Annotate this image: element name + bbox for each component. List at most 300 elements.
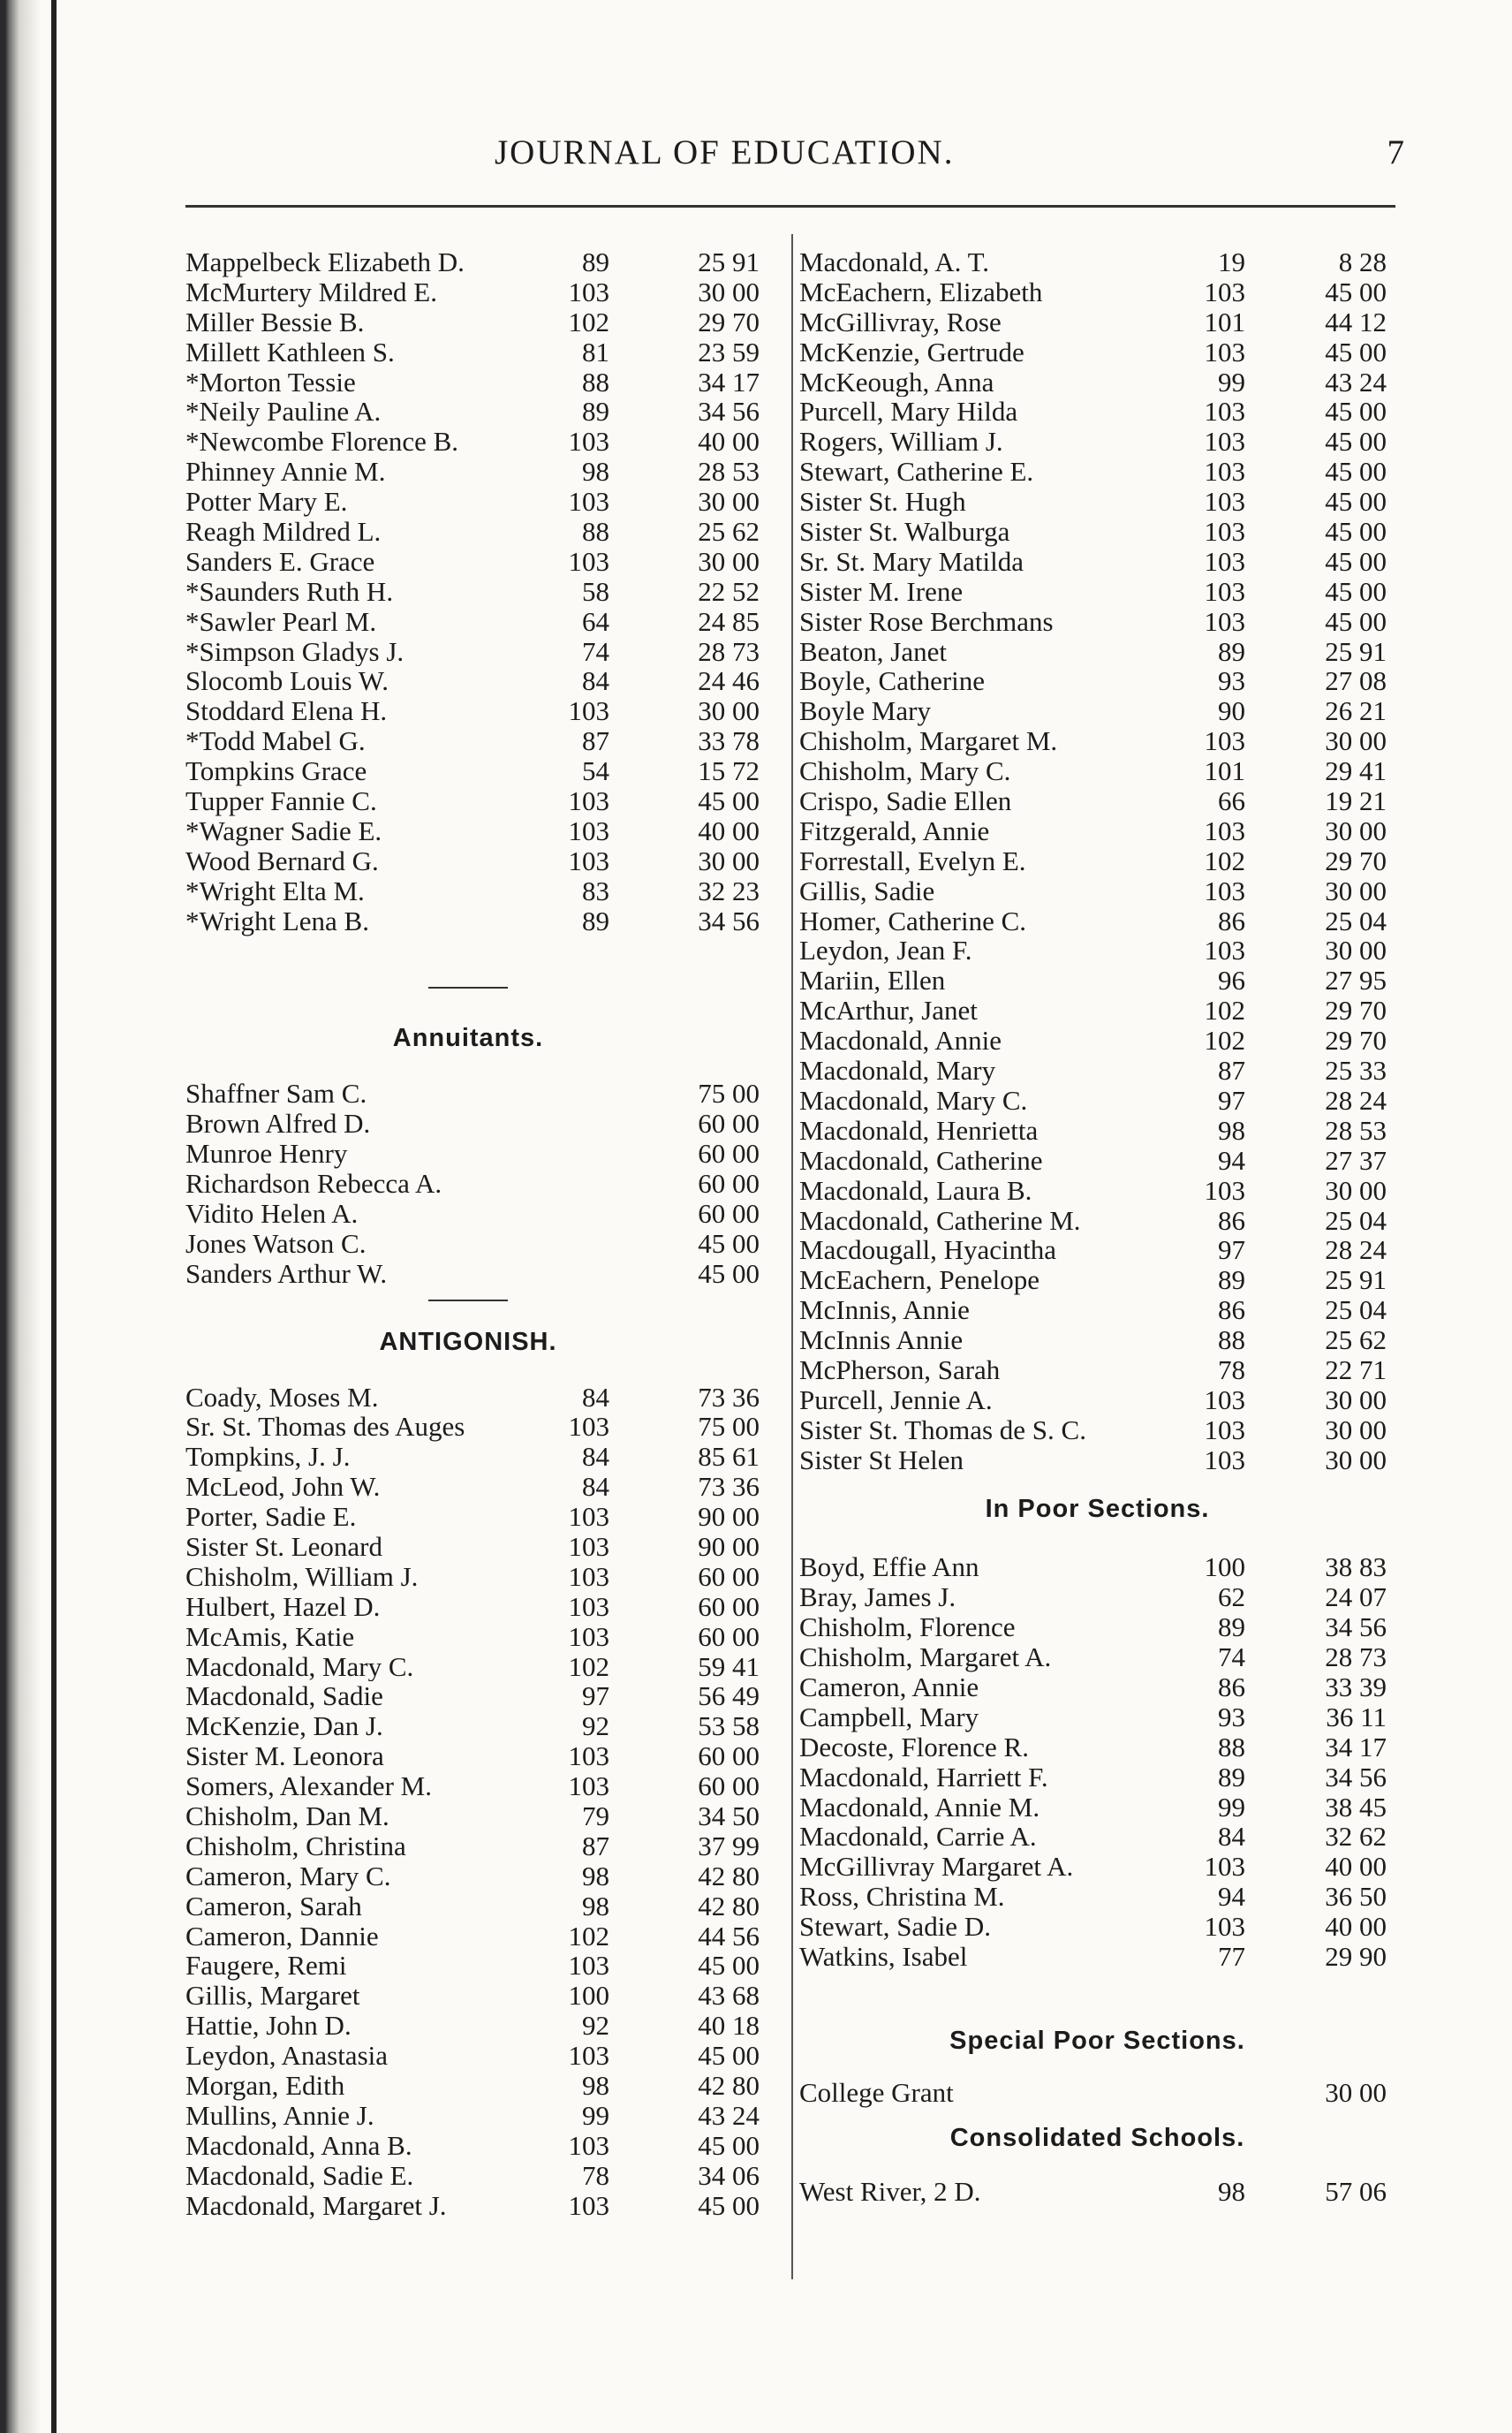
grant-amount: 45 00 xyxy=(698,1257,760,1289)
grant-amount: 29 41 xyxy=(1325,755,1387,787)
days-taught: 99 xyxy=(1218,366,1245,398)
days-taught: 78 xyxy=(1218,1353,1245,1385)
days-taught: 88 xyxy=(1218,1324,1245,1356)
left-column xyxy=(185,247,768,2220)
table-row xyxy=(185,247,768,277)
days-taught: 97 xyxy=(1218,1234,1245,1266)
grant-amount: 53 58 xyxy=(698,1710,760,1742)
days-taught: 64 xyxy=(582,605,609,637)
days-taught: 87 xyxy=(1218,1055,1245,1087)
grant-amount: 45 00 xyxy=(1325,336,1387,368)
grant-amount: 75 00 xyxy=(698,1411,760,1443)
teacher-name: Cameron, Mary C. xyxy=(185,1861,391,1891)
days-taught: 86 xyxy=(1218,905,1245,936)
teacher-name: Forrestall, Evelyn E. xyxy=(799,845,1026,876)
teacher-name: *Wright Lena B. xyxy=(185,906,369,936)
table-row xyxy=(799,786,1395,816)
days-taught: 103 xyxy=(568,845,609,876)
teacher-name: Rogers, William J. xyxy=(799,427,1003,458)
table-row xyxy=(185,1861,768,1891)
days-taught: 88 xyxy=(1218,1731,1245,1762)
teacher-name: Munroe Henry xyxy=(185,1139,348,1170)
teacher-name: Shaffner Sam C. xyxy=(185,1079,367,1110)
table-row xyxy=(799,427,1395,457)
days-taught: 88 xyxy=(582,366,609,398)
table-row xyxy=(799,1882,1395,1912)
table-row xyxy=(799,397,1395,427)
days-taught: 103 xyxy=(1204,336,1245,368)
days-taught: 103 xyxy=(568,1530,609,1562)
grant-amount: 30 00 xyxy=(1325,725,1387,757)
table-row xyxy=(185,726,768,756)
table-row xyxy=(185,517,768,547)
table-row xyxy=(799,1146,1395,1176)
grant-amount: 45 00 xyxy=(1325,276,1387,307)
table-row xyxy=(799,368,1395,398)
days-taught: 98 xyxy=(1218,2175,1245,2207)
grant-amount: 25 04 xyxy=(1325,905,1387,936)
teacher-name: Macdonald, Mary xyxy=(799,1056,996,1086)
table-row xyxy=(185,2191,768,2221)
spacer xyxy=(799,1524,1395,1552)
days-taught: 103 xyxy=(1204,1414,1245,1445)
grant-amount: 73 36 xyxy=(698,1381,760,1413)
teacher-name: Tupper Fannie C. xyxy=(185,786,377,816)
grant-amount: 57 06 xyxy=(1325,2175,1387,2207)
days-taught: 84 xyxy=(582,1441,609,1473)
teacher-name: Tompkins Grace xyxy=(185,756,367,787)
table-row xyxy=(185,696,768,726)
days-taught: 100 xyxy=(1204,1551,1245,1583)
grant-amount: 34 17 xyxy=(698,366,760,398)
grant-amount: 30 00 xyxy=(698,486,760,518)
teacher-name: Macdonald, Henrietta xyxy=(799,1115,1039,1146)
table-row xyxy=(799,756,1395,786)
teacher-name: *Wagner Sadie E. xyxy=(185,815,382,846)
table-row xyxy=(799,1385,1395,1415)
teacher-name: Sister St. Walburga xyxy=(799,517,1010,547)
teacher-name: Watkins, Isabel xyxy=(799,1942,968,1972)
teacher-name: Wood Bernard G. xyxy=(185,845,379,876)
table-row xyxy=(185,1741,768,1771)
days-taught: 86 xyxy=(1218,1671,1245,1702)
days-taught: 102 xyxy=(568,1650,609,1682)
days-taught: 98 xyxy=(582,1890,609,1921)
teacher-name: Chisholm, Mary C. xyxy=(799,756,1011,787)
teacher-name: McPherson, Sarah xyxy=(799,1354,1001,1385)
teacher-name: Morgan, Edith xyxy=(185,2071,345,2101)
table-row xyxy=(799,1235,1395,1265)
spacer xyxy=(799,2108,1395,2124)
grant-amount: 42 80 xyxy=(698,2070,760,2102)
days-taught: 89 xyxy=(1218,1761,1245,1793)
grant-amount: 45 00 xyxy=(698,2129,760,2161)
grant-amount: 22 71 xyxy=(1325,1353,1387,1385)
teacher-name: *Sawler Pearl M. xyxy=(185,606,377,637)
grant-amount: 36 11 xyxy=(1326,1701,1387,1732)
grant-amount: 34 56 xyxy=(1325,1611,1387,1643)
grant-amount: 25 04 xyxy=(1325,1204,1387,1236)
days-taught: 102 xyxy=(568,306,609,337)
table-row xyxy=(799,1702,1395,1732)
grant-amount: 24 46 xyxy=(698,665,760,697)
grant-amount: 24 85 xyxy=(698,605,760,637)
teacher-name: Chisholm, William J. xyxy=(185,1561,419,1592)
grant-amount: 30 00 xyxy=(1325,1383,1387,1415)
table-row xyxy=(799,666,1395,696)
teacher-name: Macdonald, Carrie A. xyxy=(799,1822,1037,1853)
teacher-name: Sanders E. Grace xyxy=(185,546,375,577)
table-row xyxy=(799,876,1395,906)
table-row xyxy=(185,457,768,487)
grant-amount: 34 56 xyxy=(1325,1761,1387,1793)
grant-amount: 28 53 xyxy=(698,456,760,488)
grant-amount: 38 83 xyxy=(1325,1551,1387,1583)
days-taught: 93 xyxy=(1218,1701,1245,1732)
table-row xyxy=(799,577,1395,607)
teacher-name: Macdonald, Anna B. xyxy=(185,2130,412,2161)
table-row xyxy=(185,337,768,368)
teacher-name: Sister M. Leonora xyxy=(185,1741,384,1772)
grant-amount: 25 04 xyxy=(1325,1294,1387,1326)
table-row xyxy=(799,966,1395,996)
grant-amount: 45 00 xyxy=(698,2189,760,2221)
teacher-name: *Neily Pauline A. xyxy=(185,397,382,428)
teacher-name: West River, 2 D. xyxy=(799,2176,981,2207)
grant-amount: 25 33 xyxy=(1325,1055,1387,1087)
table-row xyxy=(185,2071,768,2101)
annuitants-list xyxy=(185,1079,768,1288)
teacher-name: Chisholm, Christina xyxy=(185,1830,406,1861)
grant-amount: 45 00 xyxy=(698,1227,760,1259)
grant-amount: 43 68 xyxy=(698,1980,760,2012)
grant-amount: 60 00 xyxy=(698,1620,760,1652)
table-row xyxy=(799,1265,1395,1295)
table-row xyxy=(799,1793,1395,1823)
table-row xyxy=(185,1139,768,1169)
days-taught: 84 xyxy=(582,1381,609,1413)
teacher-name: Jones Watson C. xyxy=(185,1228,367,1259)
days-taught: 54 xyxy=(582,755,609,787)
table-row xyxy=(799,1612,1395,1642)
teacher-name: Purcell, Mary Hilda xyxy=(799,397,1018,428)
grant-amount: 45 00 xyxy=(1325,426,1387,458)
days-taught: 103 xyxy=(568,1740,609,1772)
teacher-name: Macdonald, Margaret J. xyxy=(185,2190,447,2221)
poor-sections-heading: In Poor Sections. xyxy=(985,1494,1210,1523)
grant-amount: 40 00 xyxy=(1325,1911,1387,1943)
grant-amount: 25 91 xyxy=(1325,635,1387,667)
days-taught: 98 xyxy=(582,456,609,488)
teacher-name: Potter Mary E. xyxy=(185,487,348,518)
grant-amount: 90 00 xyxy=(698,1530,760,1562)
days-taught: 103 xyxy=(568,2129,609,2161)
grant-amount: 26 21 xyxy=(1325,695,1387,727)
teacher-name: Phinney Annie M. xyxy=(185,457,386,488)
teacher-name: McAmis, Katie xyxy=(185,1621,355,1652)
grant-amount: 42 80 xyxy=(698,1860,760,1891)
table-row xyxy=(799,726,1395,756)
table-row xyxy=(185,2161,768,2191)
teacher-name: Leydon, Anastasia xyxy=(185,2041,389,2072)
teacher-name: McEachern, Elizabeth xyxy=(799,277,1043,307)
table-row xyxy=(185,1383,768,1413)
grant-amount: 40 00 xyxy=(1325,1851,1387,1883)
days-taught: 98 xyxy=(1218,1114,1245,1146)
grant-amount: 40 00 xyxy=(698,426,760,458)
table-row xyxy=(799,1912,1395,1942)
table-row xyxy=(185,1592,768,1622)
table-row xyxy=(799,457,1395,487)
days-taught: 19 xyxy=(1218,246,1245,277)
grant-amount: 22 52 xyxy=(698,575,760,607)
grant-amount: 45 00 xyxy=(1325,575,1387,607)
spacer xyxy=(185,1358,768,1383)
grant-amount: 60 00 xyxy=(698,1560,760,1592)
grant-amount: 36 50 xyxy=(1325,1881,1387,1913)
days-taught: 99 xyxy=(582,2099,609,2131)
spacer xyxy=(185,1301,768,1328)
days-taught: 83 xyxy=(582,875,609,906)
days-taught: 98 xyxy=(582,1860,609,1891)
grant-amount: 29 70 xyxy=(1325,1025,1387,1057)
teacher-name: Macdonald, Mary C. xyxy=(185,1651,414,1682)
table-row xyxy=(185,666,768,696)
days-taught: 94 xyxy=(1218,1881,1245,1913)
teacher-name: Richardson Rebecca A. xyxy=(185,1169,442,1199)
days-taught: 103 xyxy=(1204,1174,1245,1206)
grant-amount: 34 56 xyxy=(698,905,760,936)
days-taught: 103 xyxy=(568,1770,609,1802)
table-row xyxy=(185,1472,768,1502)
table-row xyxy=(799,307,1395,337)
grant-amount: 75 00 xyxy=(698,1078,760,1110)
days-taught: 103 xyxy=(568,486,609,518)
teacher-name: Macdonald, Laura B. xyxy=(799,1175,1032,1206)
days-taught: 103 xyxy=(1204,276,1245,307)
table-row xyxy=(185,1921,768,1952)
days-taught: 94 xyxy=(1218,1144,1245,1176)
teacher-name: Mullins, Annie J. xyxy=(185,2100,374,2131)
grant-amount: 90 00 xyxy=(698,1501,760,1533)
grant-amount: 8 28 xyxy=(1338,246,1387,277)
teacher-name: *Wright Elta M. xyxy=(185,875,365,906)
days-taught: 103 xyxy=(1204,725,1245,757)
grant-amount: 45 00 xyxy=(1325,486,1387,518)
table-row xyxy=(185,1622,768,1652)
grant-amount: 25 62 xyxy=(698,516,760,548)
table-row xyxy=(185,1831,768,1861)
column-divider xyxy=(791,234,793,2279)
teacher-name: Cameron, Dannie xyxy=(185,1921,379,1952)
page-number: 7 xyxy=(1387,133,1406,171)
teacher-name: Macdonald, A. T. xyxy=(799,247,989,277)
teacher-name: Miller Bessie B. xyxy=(185,307,365,337)
days-taught: 103 xyxy=(568,785,609,817)
teacher-name: Slocomb Louis W. xyxy=(185,666,389,697)
days-taught: 62 xyxy=(1218,1581,1245,1613)
days-taught: 84 xyxy=(582,1471,609,1503)
days-taught: 103 xyxy=(1204,1851,1245,1883)
table-row xyxy=(799,1176,1395,1206)
teacher-name: Cameron, Sarah xyxy=(185,1891,362,1921)
teacher-name: Chisholm, Margaret M. xyxy=(799,726,1058,757)
grant-amount: 45 00 xyxy=(1325,545,1387,577)
grant-amount: 56 49 xyxy=(698,1680,760,1712)
days-taught: 103 xyxy=(568,815,609,846)
days-taught: 103 xyxy=(568,276,609,307)
grant-amount: 28 24 xyxy=(1325,1084,1387,1116)
grant-amount: 29 90 xyxy=(1325,1941,1387,1972)
teacher-name: Boyd, Effie Ann xyxy=(799,1552,979,1583)
table-row xyxy=(185,876,768,906)
grant-amount: 25 91 xyxy=(698,246,760,277)
table-row xyxy=(185,397,768,427)
grant-amount: 30 00 xyxy=(1325,875,1387,906)
table-row xyxy=(799,906,1395,936)
table-row xyxy=(799,1642,1395,1672)
teacher-name: Stoddard Elena H. xyxy=(185,696,388,727)
teacher-name: Cameron, Annie xyxy=(799,1671,979,1702)
grant-amount: 60 00 xyxy=(698,1590,760,1622)
teacher-name: Chisholm, Florence xyxy=(799,1612,1016,1643)
teacher-name: Porter, Sadie E. xyxy=(185,1502,357,1532)
teacher-name: *Todd Mabel G. xyxy=(185,726,366,757)
grant-amount: 45 00 xyxy=(698,2040,760,2072)
grant-amount: 60 00 xyxy=(698,1138,760,1170)
table-row xyxy=(185,1711,768,1741)
days-taught: 100 xyxy=(568,1980,609,2012)
days-taught: 103 xyxy=(568,426,609,458)
spacer xyxy=(185,936,768,987)
table-row xyxy=(185,427,768,457)
days-taught: 103 xyxy=(1204,815,1245,846)
teacher-name: Sr. St. Mary Matilda xyxy=(799,546,1024,577)
spacer xyxy=(185,1289,768,1300)
grant-amount: 32 23 xyxy=(698,875,760,906)
grant-amount: 44 56 xyxy=(698,1920,760,1952)
table-row xyxy=(799,1206,1395,1236)
table-row xyxy=(185,2131,768,2161)
days-taught: 102 xyxy=(1204,1025,1245,1057)
teacher-name: Macdougall, Hyacintha xyxy=(799,1235,1056,1266)
days-taught: 103 xyxy=(568,2189,609,2221)
grant-amount: 34 50 xyxy=(698,1800,760,1831)
spacer xyxy=(799,1475,1395,1495)
teacher-name: Mappelbeck Elizabeth D. xyxy=(185,247,465,277)
days-taught: 103 xyxy=(568,545,609,577)
grant-amount: 45 00 xyxy=(1325,456,1387,488)
table-row xyxy=(185,1412,768,1442)
grant-amount: 28 53 xyxy=(1325,1114,1387,1146)
table-row xyxy=(185,2041,768,2071)
grant-amount: 27 95 xyxy=(1325,965,1387,997)
days-taught: 103 xyxy=(1204,935,1245,966)
table-row xyxy=(799,517,1395,547)
teacher-name: Macdonald, Sadie xyxy=(185,1681,383,1712)
grant-amount: 42 80 xyxy=(698,1890,760,1921)
grant-amount: 45 00 xyxy=(1325,605,1387,637)
table-row xyxy=(185,1079,768,1109)
grant-amount: 45 00 xyxy=(1325,516,1387,548)
grant-amount: 28 24 xyxy=(1325,1234,1387,1266)
grant-amount: 19 21 xyxy=(1325,785,1387,817)
grant-amount: 29 70 xyxy=(1325,845,1387,876)
table-row xyxy=(185,1681,768,1711)
page-header xyxy=(495,133,1406,186)
teacher-name: Chisholm, Dan M. xyxy=(185,1801,389,1831)
table-row xyxy=(799,277,1395,307)
spacer xyxy=(799,2154,1395,2177)
grant-amount: 28 73 xyxy=(1325,1641,1387,1673)
left-list-top xyxy=(185,247,768,936)
teacher-name: Boyle, Catherine xyxy=(799,666,986,697)
table-row xyxy=(799,2177,1395,2207)
days-taught: 74 xyxy=(582,635,609,667)
teacher-name: Leydon, Jean F. xyxy=(799,936,972,966)
journal-title: JOURNAL OF EDUCATION. xyxy=(495,133,955,171)
teacher-name: Tompkins, J. J. xyxy=(185,1442,351,1473)
table-row xyxy=(799,1086,1395,1116)
teacher-name: Millett Kathleen S. xyxy=(185,337,395,368)
table-row xyxy=(185,1771,768,1801)
days-taught: 66 xyxy=(1218,785,1245,817)
days-taught: 101 xyxy=(1204,306,1245,337)
days-taught: 79 xyxy=(582,1800,609,1831)
table-row xyxy=(185,846,768,876)
days-taught: 103 xyxy=(1204,545,1245,577)
grant-amount: 85 61 xyxy=(698,1441,760,1473)
grant-amount: 44 12 xyxy=(1325,306,1387,337)
header-rule xyxy=(185,205,1395,208)
teacher-name: McGillivray, Rose xyxy=(799,307,1002,337)
grant-amount: 27 37 xyxy=(1325,1144,1387,1176)
table-row xyxy=(799,2078,1395,2108)
days-taught: 102 xyxy=(568,1920,609,1952)
teacher-name: Macdonald, Sadie E. xyxy=(185,2160,414,2191)
days-taught: 86 xyxy=(1218,1294,1245,1326)
table-row xyxy=(799,1732,1395,1762)
grant-amount: 34 06 xyxy=(698,2159,760,2191)
spacer xyxy=(185,1054,768,1079)
grant-amount: 30 00 xyxy=(1325,1414,1387,1445)
days-taught: 93 xyxy=(1218,665,1245,697)
table-row xyxy=(185,487,768,517)
teacher-name: Vidito Helen A. xyxy=(185,1198,359,1229)
teacher-name: *Morton Tessie xyxy=(185,367,356,398)
table-row xyxy=(799,487,1395,517)
table-row xyxy=(185,906,768,936)
book-spine-shadow xyxy=(0,0,41,2433)
grant-amount: 73 36 xyxy=(698,1471,760,1503)
days-taught: 89 xyxy=(1218,1611,1245,1643)
table-row xyxy=(185,307,768,337)
table-row xyxy=(799,1852,1395,1882)
teacher-name: Hattie, John D. xyxy=(185,2011,352,2042)
table-row xyxy=(185,786,768,816)
teacher-name: Stewart, Sadie D. xyxy=(799,1912,991,1943)
margin-rule xyxy=(51,0,57,2433)
grant-amount: 60 00 xyxy=(698,1770,760,1802)
table-row xyxy=(185,547,768,577)
consolidated-heading: Consolidated Schools. xyxy=(949,2123,1245,2152)
teacher-name: Decoste, Florence R. xyxy=(799,1732,1029,1762)
table-row xyxy=(799,846,1395,876)
days-taught: 103 xyxy=(1204,575,1245,607)
table-row xyxy=(799,247,1395,277)
days-taught: 103 xyxy=(1204,1911,1245,1943)
table-row xyxy=(185,1169,768,1199)
